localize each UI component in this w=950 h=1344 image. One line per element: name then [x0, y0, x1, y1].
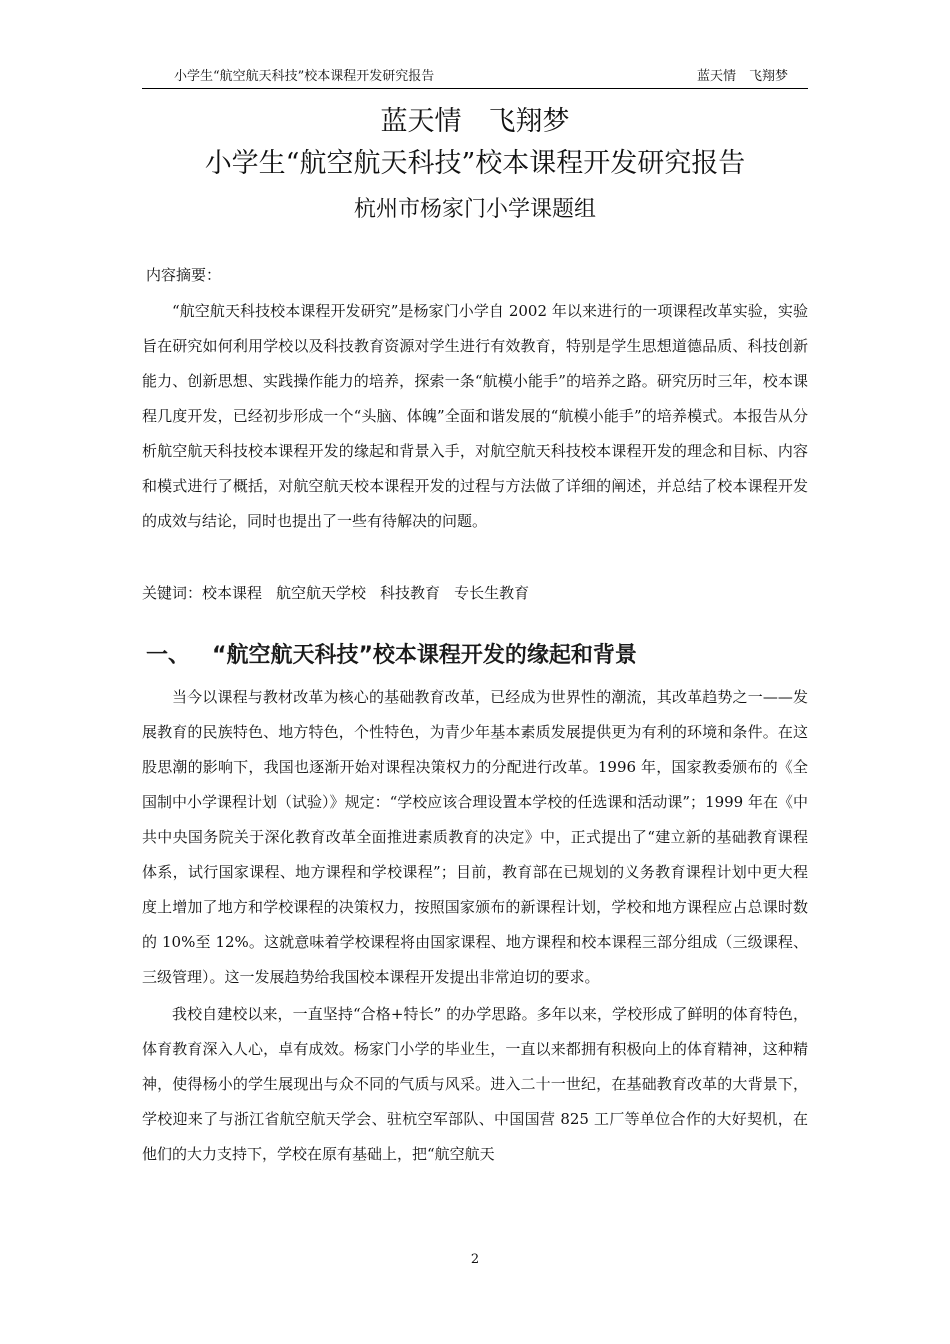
keywords-line: [142, 580, 543, 606]
section-body: [142, 680, 808, 1172]
document-motto: 蓝天情 飞翔梦: [380, 106, 570, 137]
running-header-title: 小学生“航空航天科技”校本课程开发研究报告: [174, 69, 435, 84]
document-title: 小学生“航空航天科技”校本课程开发研究报告: [204, 148, 746, 179]
keyword-item: 专长生教育: [454, 584, 530, 602]
running-header: [142, 66, 808, 89]
keyword-item: 科技教育: [380, 584, 441, 602]
page-number: 2: [470, 1252, 480, 1267]
abstract-paragraph: “航空航天科技校本课程开发研究”是杨家门小学自 2002 年以来进行的一项课程改革实验，实验旨在研究如何利用学校以及科技教育资源对学生进行有效教育，特别是学生思想道德品质、科技创新能力、创新思想、实践操作能力的培养，探索一条“航模小能手”的培养之路。研究历时三年，校本课程几度开发，已经初步形成一个“头脑、体魄”全面和谐发展的“航模小能手”的培养模式。本报告从分析航空航天科技校本课程开发的缘起和背景入手，对航空航天科技校本课程开发的理念和目标、内容和模式进行了概括，对航空航天校本课程开发的过程与方法做了详细的阐述，并总结了校本课程开发的成效与结论，同时也提出了一些有待解决的问题。: [142, 302, 808, 530]
section-title: “航空航天科技”校本课程开发的缘起和背景: [212, 643, 637, 668]
keyword-item: 航空航天学校: [276, 584, 367, 602]
running-header-subtitle: 蓝天情 飞翔梦: [696, 69, 788, 84]
abstract-body: [142, 294, 808, 539]
body-paragraph: 我校自建校以来，一直坚持“合格+特长” 的办学思路。多年以来，学校形成了鲜明的体育特色，体育教育深入人心，卓有成效。杨家门小学的毕业生，一直以来都拥有积极向上的体育精神，这种精神，使得杨小的学生展现出与众不同的气质与风采。进入二十一世纪，在基础教育改革的大背景下，学校迎来了与浙江省航空航天学会、驻杭空军部队、中国国营 825 工厂等单位合作的大好契机，在他们的大力支持下，学校在原有基础上，把“航空航天: [142, 1005, 808, 1163]
section-number: 一、: [146, 643, 191, 668]
body-paragraph: 当今以课程与教材改革为核心的基础教育改革，已经成为世界性的潮流，其改革趋势之一——发展教育的民族特色、地方特色，个性特色，为青少年基本素质发展提供更为有利的环境和条件。在这股思潮的影响下，我国也逐渐开始对课程决策权力的分配进行改革。1996 年，国家教委颁布的《全国制中小学课程计划（试验）》规定：“学校应该合理设置本学校的任选课和活动课”；1999 年在《中共中央国务院关于深化教育改革全面推进素质教育的决定》中，正式提出了“建立新的基础教育课程体系，试行国家课程、地方课程和学校课程”；目前，教育部在已规划的义务教育课程计划中更大程度上增加了地方和学校课程的决策权力，按照国家颁布的新课程计划，学校和地方课程应占总课时数的 10%至 12%。这就意味着学校课程将由国家课程、地方课程和校本课程三部分组成（三级课程、三级管理）。这一发展趋势给我国校本课程开发提出非常迫切的要求。: [142, 688, 808, 986]
keywords-label: 关键词：: [142, 584, 203, 602]
abstract-label: 内容摘要：: [146, 266, 222, 284]
section-heading: [146, 640, 637, 672]
title-block: [142, 102, 808, 226]
keyword-item: 校本课程: [202, 584, 263, 602]
document-author: 杭州市杨家门小学课题组: [353, 197, 596, 222]
